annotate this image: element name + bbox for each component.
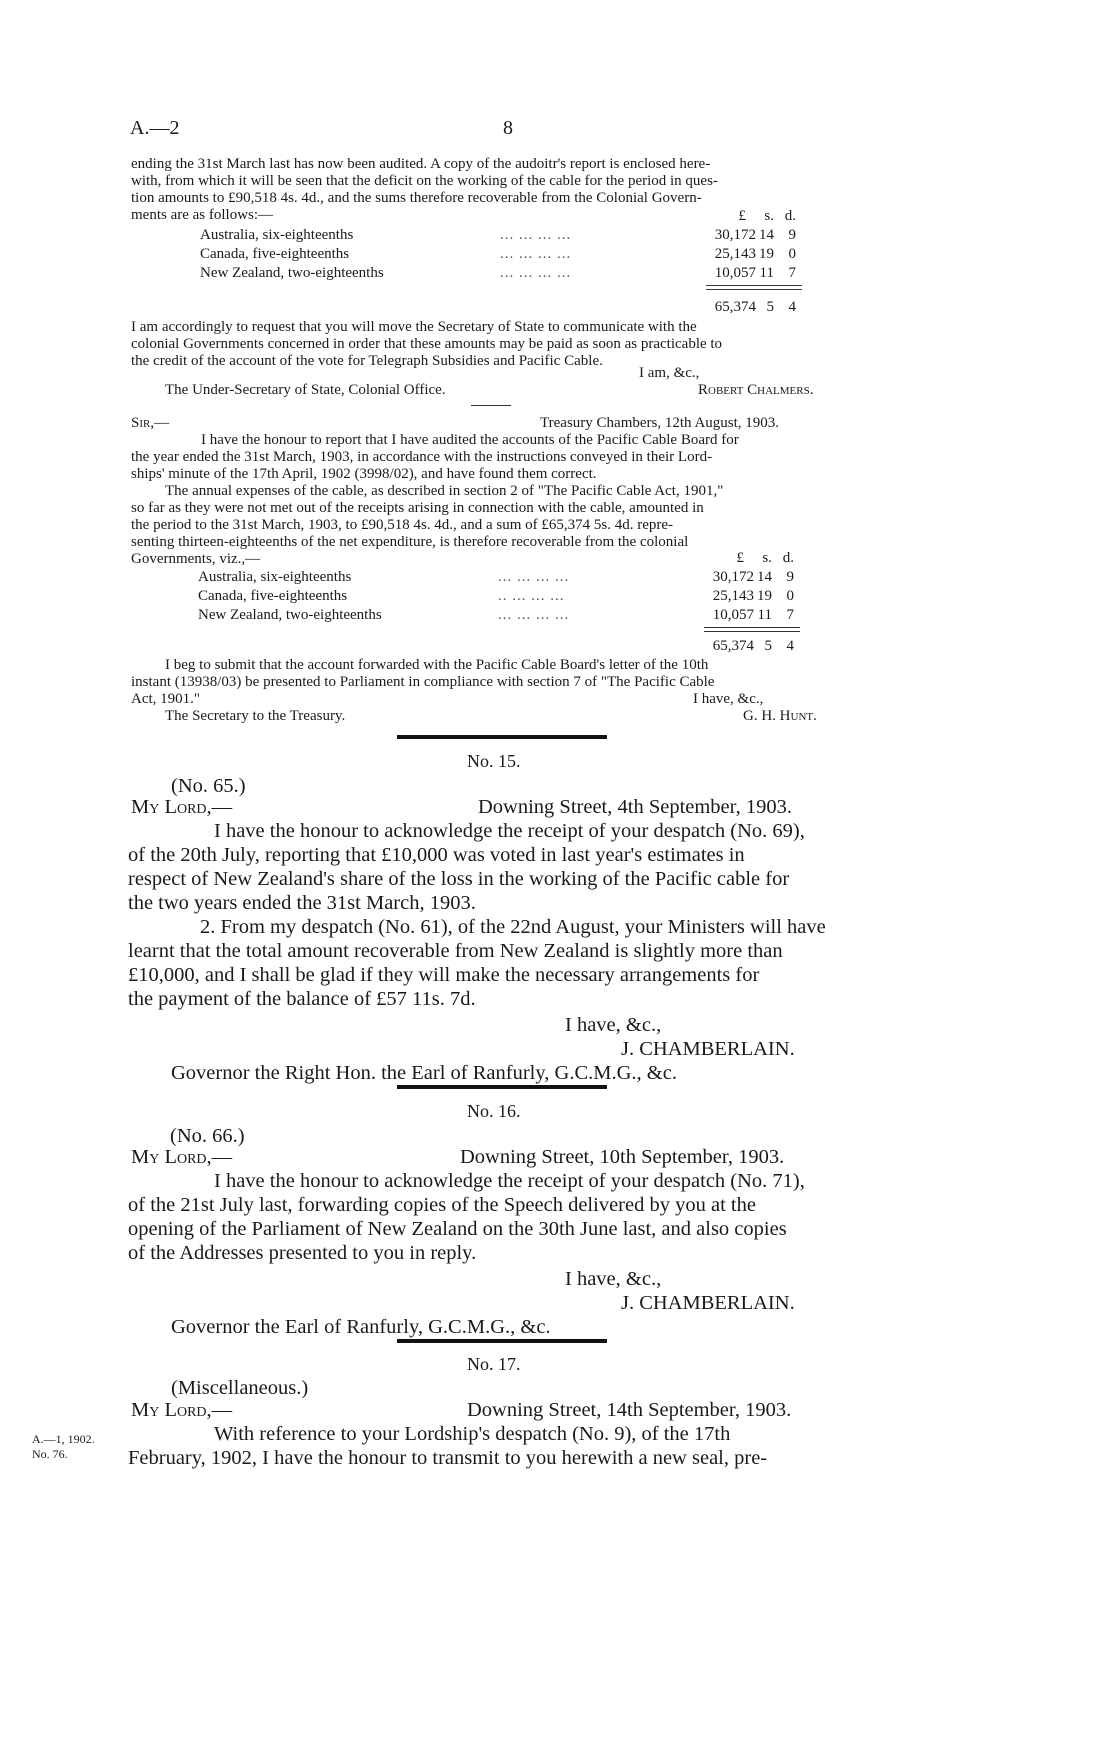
- section-rule: [397, 1339, 607, 1343]
- place-date: Downing Street, 4th September, 1903.: [478, 796, 793, 818]
- signature: J. CHAMBERLAIN.: [621, 1292, 795, 1314]
- section-rule: [397, 1085, 607, 1089]
- text-line: opening of the Parliament of New Zealand on the 30th June last, and also copies: [128, 1218, 787, 1240]
- margin-note: A.—1, 1902. No. 76.: [32, 1432, 95, 1461]
- text-line: ments are as follows:—: [131, 207, 274, 223]
- section-rule: [397, 735, 607, 739]
- despatch-ref: (No. 66.): [170, 1125, 245, 1147]
- currency-header: £ s. d.: [736, 550, 794, 566]
- place-date: Downing Street, 14th September, 1903.: [467, 1399, 792, 1421]
- sum-rule: [704, 631, 800, 632]
- text-line: With reference to your Lordship's despatch (No. 9), of the 17th: [214, 1423, 731, 1445]
- text-line: of the 20th July, reporting that £10,000 was voted in last year's estimates in: [128, 844, 745, 866]
- addressee: The Secretary to the Treasury.: [165, 708, 346, 724]
- text-line: so far as they were not met out of the receipts arising in connection with the cable, amounted in: [131, 500, 704, 516]
- text-line: senting thirteen-eighteenths of the net expenditure, is therefore recoverable from the colonial: [131, 534, 689, 550]
- place-date: Treasury Chambers, 12th August, 1903.: [540, 415, 780, 431]
- salutation: My Lord,—: [131, 1399, 233, 1421]
- signature: J. CHAMBERLAIN.: [621, 1038, 795, 1060]
- text-line: £10,000, and I shall be glad if they will make the necessary arrangements for: [128, 964, 760, 986]
- salutation: My Lord,—: [131, 1146, 233, 1168]
- document-reference: A.—2: [130, 117, 180, 139]
- letter-b-submission: [131, 657, 878, 708]
- table-row: Australia, six-eighteenths ... ... ... ... 30,172 14 9: [200, 227, 796, 243]
- text-line: ships' minute of the 17th April, 1902 (3998/02), and have found them correct.: [131, 466, 597, 482]
- section-heading: No. 16.: [467, 1101, 521, 1121]
- currency-header: £ s. d.: [738, 208, 796, 224]
- text-line: I am accordingly to request that you will move the Secretary of State to communicate with the: [131, 319, 697, 335]
- table-row: New Zealand, two-eighteenths ... ... ... ... 10,057 11 7: [200, 265, 796, 281]
- table-row: New Zealand, two-eighteenths ... ... ... ... 10,057 11 7: [198, 607, 794, 623]
- salutation: My Lord,—: [131, 796, 233, 818]
- text-line: ending the 31st March last has now been audited. A copy of the audoitr's report is enclosed here-: [131, 156, 711, 172]
- letter-b-total: 65,374 5 4: [712, 638, 794, 654]
- text-line: Act, 1901.": [131, 691, 201, 707]
- text-line: tion amounts to £90,518 4s. 4d., and the sums therefore recoverable from the Colonial Govern-: [131, 190, 702, 206]
- place-date: Downing Street, 10th September, 1903.: [460, 1146, 785, 1168]
- section-heading: No. 15.: [467, 751, 521, 771]
- section-heading: No. 17.: [467, 1354, 521, 1374]
- addressee: Governor the Earl of Ranfurly, G.C.M.G., &c.: [171, 1316, 551, 1338]
- text-line: respect of New Zealand's share of the loss in the working of the Pacific cable for: [128, 868, 790, 890]
- text-line: of the Addresses presented to you in reply.: [128, 1242, 477, 1264]
- sum-rule: [706, 285, 802, 286]
- text-line: the credit of the account of the vote for Telegraph Subsidies and Pacific Cable.: [131, 353, 603, 369]
- despatch-ref: (Miscellaneous.): [171, 1377, 309, 1399]
- text-line: Governments, viz.,—: [131, 551, 261, 567]
- letter-a-total: 65,374 5 4: [714, 299, 796, 315]
- text-line: the year ended the 31st March, 1903, in accordance with the instructions conveyed in their Lord-: [131, 449, 713, 465]
- text-line: the period to the 31st March, 1903, to £90,518 4s. 4d., and a sum of £65,374 5s. 4d. repre-: [131, 517, 673, 533]
- addressee: Governor the Right Hon. the Earl of Ranfurly, G.C.M.G., &c.: [171, 1062, 677, 1084]
- signature: G. H. Hunt.: [743, 708, 817, 724]
- sum-rule: [704, 627, 800, 628]
- closing: I have, &c.,: [693, 691, 764, 707]
- closing: I am, &c.,: [639, 365, 700, 381]
- text-line: February, 1902, I have the honour to transmit to you herewith a new seal, pre-: [128, 1447, 768, 1469]
- table-row: Canada, five-eighteenths ... ... ... ... 25,143 19 0: [200, 246, 796, 262]
- text-line: I beg to submit that the account forwarded with the Pacific Cable Board's letter of the 10th: [165, 657, 709, 673]
- text-line: I have the honour to acknowledge the receipt of your despatch (No. 71),: [214, 1170, 805, 1192]
- separator-rule: [471, 405, 511, 406]
- salutation: Sir,—: [131, 415, 170, 431]
- text-line: the two years ended the 31st March, 1903.: [128, 892, 476, 914]
- text-line: I have the honour to acknowledge the receipt of your despatch (No. 69),: [214, 820, 805, 842]
- table-row: Australia, six-eighteenths ... ... ... ... 30,172 14 9: [198, 569, 794, 585]
- text-line: instant (13938/03) be presented to Parliament in compliance with section 7 of "The Pacific Cable: [131, 674, 715, 690]
- letter-a-amounts-table: [200, 207, 820, 283]
- text-line: colonial Governments concerned in order that these amounts may be paid as soon as practicable to: [131, 336, 723, 352]
- text-line: the payment of the balance of £57 11s. 7d.: [128, 988, 476, 1010]
- addressee: The Under-Secretary of State, Colonial Office.: [165, 382, 446, 398]
- closing: I have, &c.,: [565, 1014, 662, 1036]
- letter-b-body: [131, 432, 878, 568]
- text-line: 2. From my despatch (No. 61), of the 22nd August, your Ministers will have: [200, 916, 826, 938]
- no17-body: [128, 1422, 875, 1470]
- text-line: I have the honour to report that I have audited the accounts of the Pacific Cable Board for: [201, 432, 739, 448]
- no16-body: [128, 1169, 875, 1265]
- page-number: 8: [503, 117, 513, 139]
- no15-body: [128, 819, 875, 1011]
- signature: Robert Chalmers.: [698, 382, 814, 398]
- letter-a-request: [131, 319, 878, 370]
- text-line: learnt that the total amount recoverable from New Zealand is slightly more than: [128, 940, 783, 962]
- text-line: The annual expenses of the cable, as described in section 2 of "The Pacific Cable Act, 1901,": [165, 483, 724, 499]
- sum-rule: [706, 289, 802, 290]
- letter-b-amounts-table: [198, 549, 818, 625]
- closing: I have, &c.,: [565, 1268, 662, 1290]
- table-row: Canada, five-eighteenths .. ... ... ... 25,143 19 0: [198, 588, 794, 604]
- text-line: with, from which it will be seen that the deficit on the working of the cable for the period in ques-: [131, 173, 718, 189]
- text-line: of the 21st July last, forwarding copies of the Speech delivered by you at the: [128, 1194, 756, 1216]
- despatch-ref: (No. 65.): [171, 775, 246, 797]
